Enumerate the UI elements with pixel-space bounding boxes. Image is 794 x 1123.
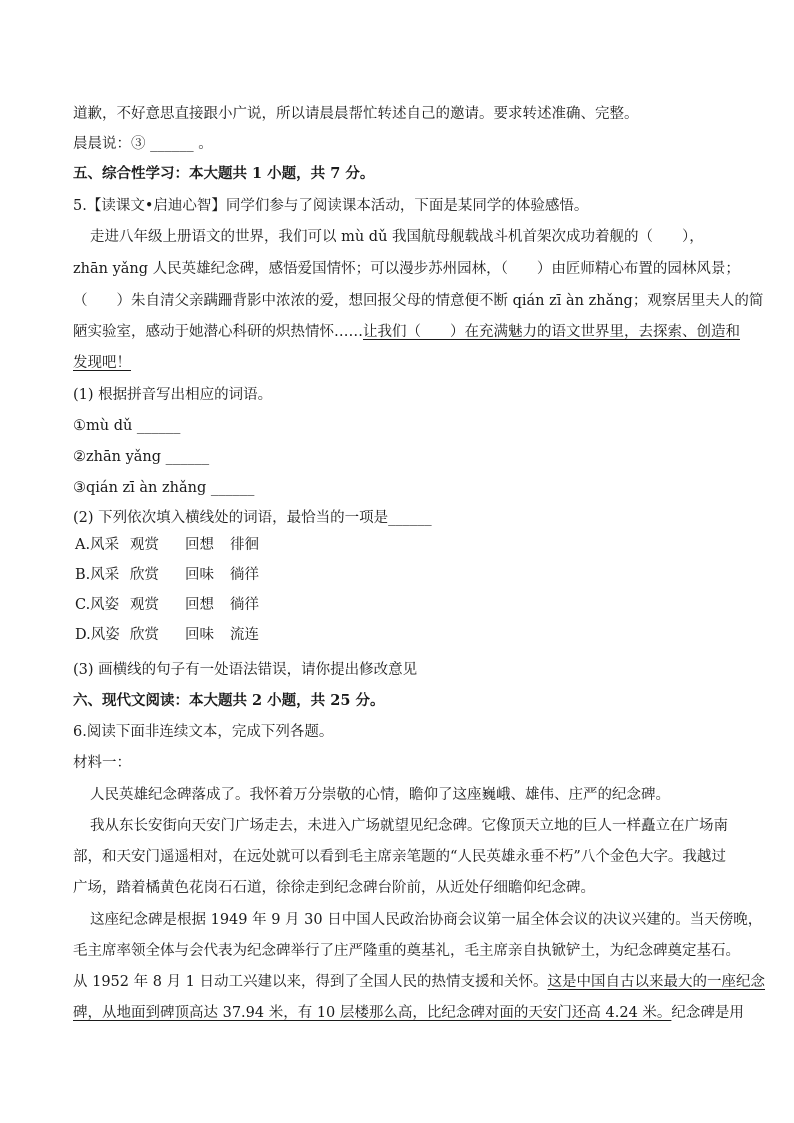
material-1-label: 材料一： (73, 755, 131, 771)
material-text: 从 1952 年 8 月 1 日动工兴建以来，得到了全国人民的热情支援和关怀。 (73, 974, 548, 990)
option-row: B.风采 欣赏 回味 徜徉 (75, 567, 259, 583)
text-line: 道歉，不好意思直接跟小广说，所以请晨晨帮忙转述自己的邀请。要求转述准确、完整。 (73, 106, 639, 122)
material-line: 广场，踏着橘黄色花岗石石道，徐徐走到纪念碑台阶前，从近处仔细瞻仰纪念碑。 (73, 880, 595, 896)
passage-line: （ ）朱自清父亲蹒跚背影中浓浓的爱，想回报父母的情意便不断 qián zī àn zhǎng；观察居里夫人的简 (73, 293, 764, 309)
subquestion-3: (3) 画横线的句子有一处语法错误，请你提出修改意见 (73, 662, 418, 678)
material-line: 毛主席率领全体与会代表为纪念碑举行了庄严隆重的奠基礼，毛主席亲自执锨铲土，为纪念碑奠定基石。 (73, 943, 740, 959)
section-6-title: 六、现代文阅读：本大题共 2 小题，共 25 分。 (73, 692, 385, 709)
material-line: 我从东长安街向天安门广场走去，未进入广场就望见纪念碑。它像顶天立地的巨人一样矗立在广场南 (90, 818, 728, 834)
material-line: 部，和天安门遥遥相对，在远处就可以看到毛主席亲笔题的“人民英雄永垂不朽”八个金色大字。我越过 (73, 849, 726, 865)
material-line: 这座纪念碑是根据 1949 年 9 月 30 日中国人民政治协商会议第一届全体会议的决议兴建的。当天傍晚， (90, 912, 763, 928)
underlined-sentence-end: 发现吧！ (73, 355, 131, 371)
material-line (73, 1003, 744, 1023)
material-line (73, 972, 765, 992)
option-row: A.风采 观赏 回想 徘徊 (75, 537, 259, 553)
passage-line: zhān yǎng 人民英雄纪念碑，感悟爱国情怀；可以漫步苏州园林，（ ）由匠师精心布置的园林风景； (73, 261, 740, 277)
material-line: 人民英雄纪念碑落成了。我怀着万分崇敬的心情，瞻仰了这座巍峨、雄伟、庄严的纪念碑。 (90, 787, 670, 803)
question-5-intro: 5.【读课文•启迪心智】同学们参与了阅读课本活动，下面是某同学的体验感悟。 (73, 198, 589, 214)
option-row: D.风姿 欣赏 回味 流连 (75, 627, 259, 643)
answer-line: 晨晨说：③ ______ 。 (73, 136, 213, 152)
underlined-sentence: 碑，从地面到碑顶高达 37.94 米，有 10 层楼那么高，比纪念碑对面的天安门还高 4.24 米。 (73, 1005, 672, 1021)
option-row: C.风姿 观赏 回想 徜徉 (75, 597, 259, 613)
passage-line: 走进八年级上册语文的世界，我们可以 mù dǔ 我国航母舰载战斗机首架次成功着舰的（ ）， (90, 229, 704, 245)
subquestion-1: (1) 根据拼音写出相应的词语。 (73, 387, 273, 403)
material-text: 纪念碑是用 (671, 1005, 744, 1021)
passage-text: 陋实验室，感动于她潜心科研的炽热情怀…… (73, 324, 363, 340)
passage-line (73, 322, 740, 342)
question-6-intro: 6.阅读下面非连续文本，完成下列各题。 (73, 724, 334, 740)
pinyin-blank-1: ①mù dǔ ______ (73, 418, 181, 434)
pinyin-blank-3: ③qián zī àn zhǎng ______ (73, 480, 255, 496)
section-5-title: 五、综合性学习：本大题共 1 小题，共 7 分。 (73, 165, 375, 182)
underlined-sentence: 这是中国自古以来最大的一座纪念 (547, 974, 766, 990)
subquestion-2: (2) 下列依次填入横线处的词语，最恰当的一项是______ (73, 510, 432, 526)
pinyin-blank-2: ②zhān yǎng ______ (73, 449, 210, 465)
underlined-sentence: 让我们（ ）在充满魅力的语文世界里，去探索、创造和 (363, 324, 740, 340)
